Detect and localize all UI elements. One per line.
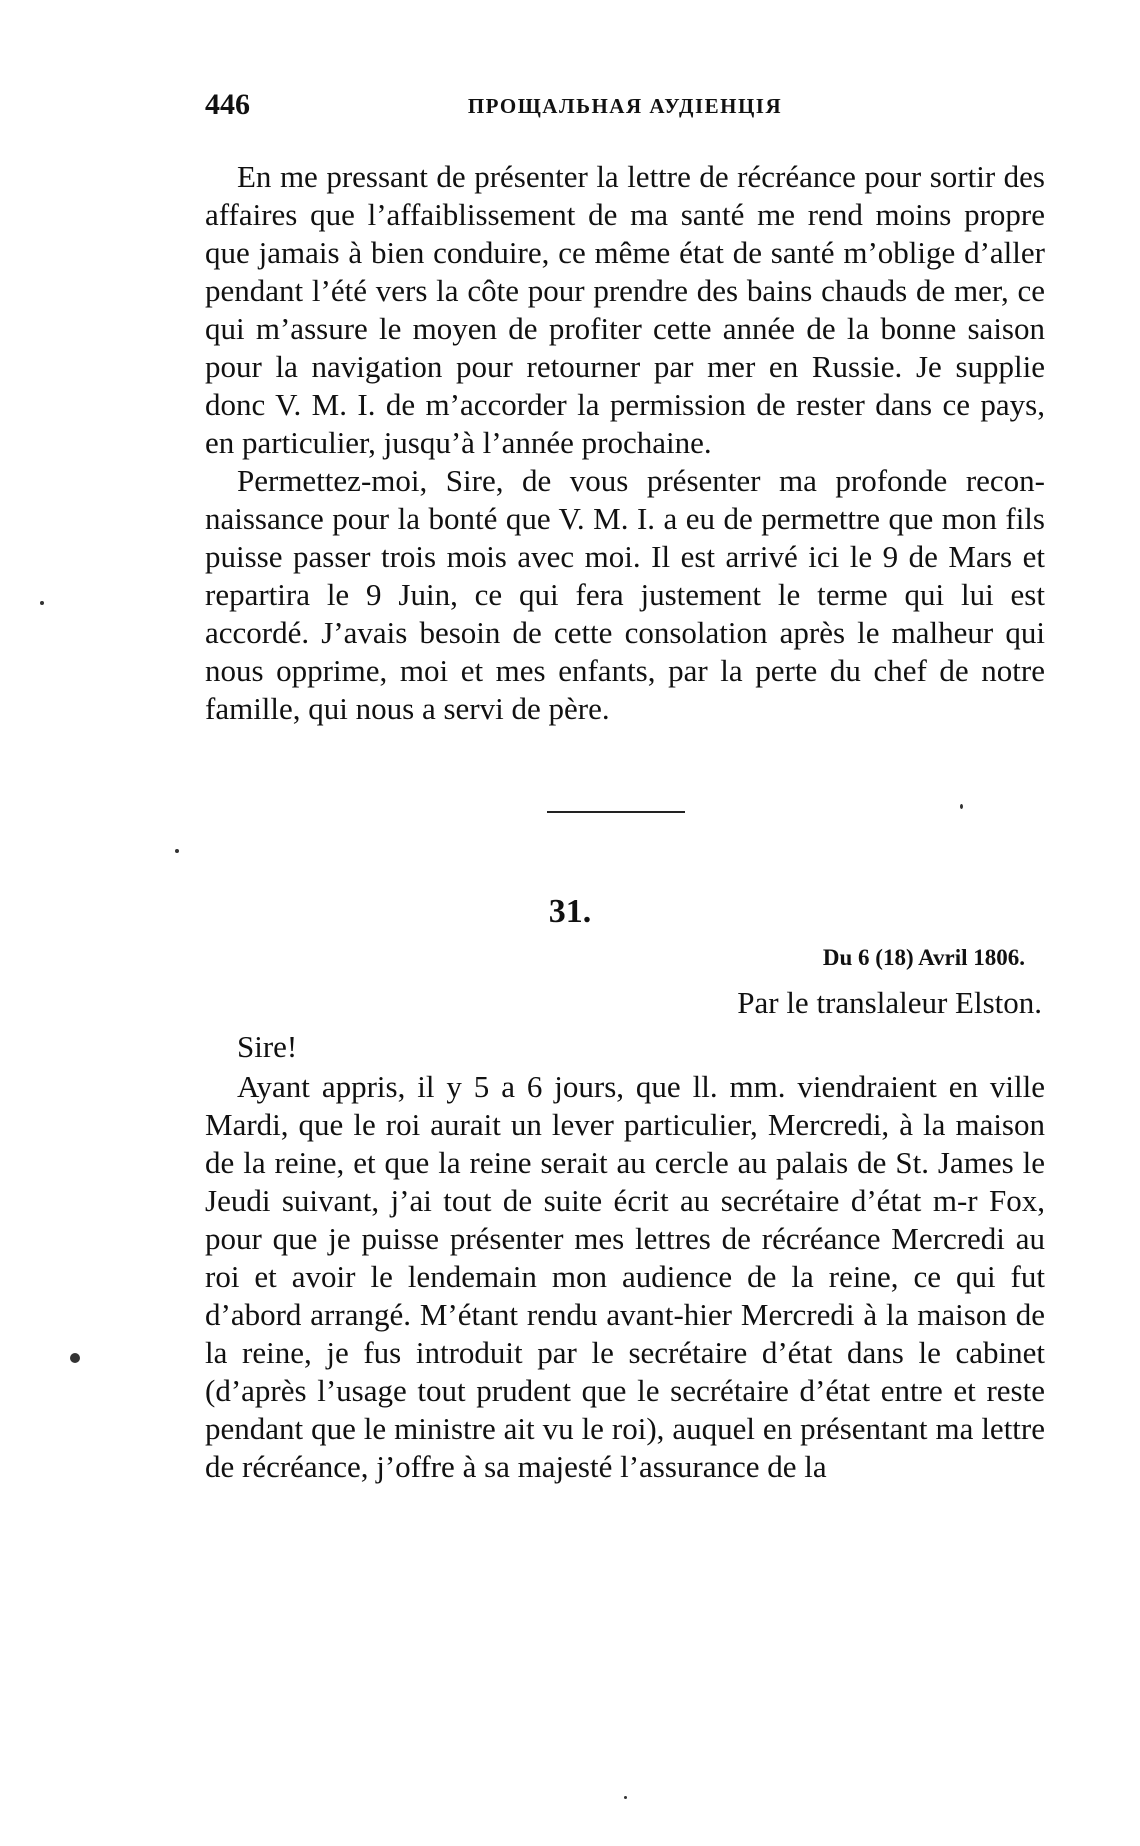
letter-number: 31. (548, 893, 592, 930)
print-speck (175, 849, 179, 853)
print-speck (960, 804, 963, 809)
running-title: ПРОЩАЛЬНАЯ АУДІЕНЦІЯ (467, 94, 783, 118)
page-header (205, 88, 1045, 128)
section-divider (547, 811, 685, 813)
paragraph: Permettez-moi, Sire, de vous présenter ma profonde reconnaissance pour la bonté que V. M. I. a eu de permettre que mon fils puisse passer trois mois avec moi. Il est arrivé ici le 9 de Mars et repartira le 9 Juin, ce qui fera justement le terme qui lui est accordé. J’avais besoin de cette consolation après le malheur qui nous opprime, moi et mes enfants, par la perte du chef de notre famille, qui nous a servi de père. (205, 463, 1045, 726)
letter-salutation: Sire! (237, 1029, 298, 1064)
print-speck (70, 1353, 80, 1363)
print-speck (624, 1796, 627, 1799)
page-number: 446 (205, 88, 250, 121)
letter-date: Du 6 (18) Avril 1806. (822, 945, 1025, 970)
letter-31-text (205, 1068, 1045, 1486)
print-speck (40, 601, 44, 605)
paragraph: En me pressant de présenter la lettre de récréance pour sortir des affaires que l’affaiblissement de ma santé me rend moins propre que jamais à bien conduire, ce même état de santé m’oblige d’aller pendant l’été vers la côte pour prendre des bains chauds de mer, ce qui m’assure le moyen de profiter cette année de la bonne saison pour la navigation pour retourner par mer en Russie. Je supplie donc V. M. I. de m’accorder la permission de rester dans ce pays, en particulier, jusqu’à l’année prochaine. (205, 159, 1045, 460)
letter-courier: Par le translaleur Elston. (737, 985, 1042, 1020)
previous-letter-text (205, 158, 1045, 728)
paragraph: Ayant appris, il y 5 a 6 jours, que ll. mm. viendraient en ville Mardi, que le roi aurait un lever particulier, Mercredi, à la maison de la reine, et que la reine serait au cercle au palais de St. James le Jeudi suivant, j’ai tout de suite écrit au secrétaire d’état m-r Fox, pour que je puisse présenter mes lettres de récréance Mercredi au roi et avoir le lendemain mon audience de la reine, ce qui fut d’abord arrangé. M’étant rendu avant-hier Mercredi à la maison de la reine, je fus introduit par le secrétaire d’état dans le cabinet (d’après l’usage tout prudent que le secrétaire d’état entre et reste pendant que le ministre ait vu le roi), auquel en présentant ma lettre de récréance, j’offre à sa majesté l’assurance de la (205, 1069, 1045, 1484)
